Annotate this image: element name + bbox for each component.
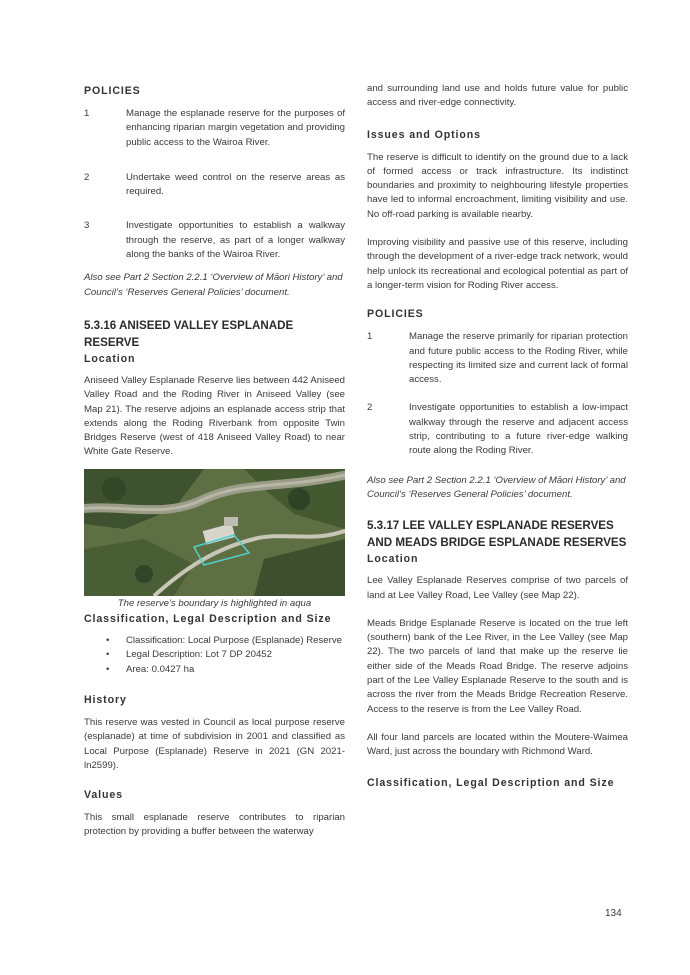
policy-number: 2 — [367, 402, 373, 414]
location-text: Aniseed Valley Esplanade Reserve lies between 442 Aniseed Valley Road and the Roding River in Aniseed Valley (see Map 21). The reserve adjoins an esplanade access strip that extends along the Roding Riverbank from opposite Twin Bridges Reserve (west of 418 Aniseed Valley Road) to near White Gate Reserve. — [84, 374, 345, 458]
section-title: 5.3.16 ANISEED VALLEY ESPLANADE RESERVE — [84, 318, 294, 349]
policy-text: Manage the reserve primarily for riparian protection and future public access to the Roding River, while respecting its limited size and current lack of formal access. — [409, 331, 628, 386]
values-continued: and surrounding land use and holds future value for public access and river-edge connectivity. — [367, 83, 628, 109]
policy-number: 2 — [84, 171, 90, 183]
policy-number: 1 — [367, 331, 373, 343]
page-number: 134 — [605, 908, 622, 919]
values-heading: Values — [84, 789, 123, 802]
also-see-note: Also see Part 2 Section 2.2.1 ‘Overview of Māori History’ and Council’s ‘Reserves General Policies’ document. — [84, 272, 343, 298]
policy-number: 1 — [84, 108, 90, 119]
list-item-text: Legal Description: Lot 7 DP 20452 — [126, 649, 272, 661]
classification-heading: Classification, Legal Description and Size — [84, 613, 332, 626]
policies-heading: POLICIES — [84, 85, 141, 97]
policy-item — [84, 219, 345, 262]
issues-paragraph: The reserve is difficult to identify on the ground due to a lack of formed access or track infrastructure. Its indistinct boundaries and proximity to neighbouring lifestyle properties have led to informal encroachment, limiting visibility and use. No off-road parking is available nearby. — [367, 151, 628, 220]
policy-text: Investigate opportunities to establish a low-impact walkway through the reserve and adjacent access strip, contributing to a future river-edge walking route along the Roding River. — [409, 402, 628, 457]
history-text: This reserve was vested in Council as local purpose reserve (esplanade) at time of subdivision in 2001 and classified as Local Purpose (Esplanade) Reserve in 2021 (GN 2021-ln2599). — [84, 716, 345, 771]
aerial-photo — [84, 469, 345, 596]
list-item — [126, 648, 345, 662]
list-item — [126, 634, 345, 648]
policy-item — [367, 330, 628, 387]
policy-item — [84, 171, 345, 200]
also-see-note: Also see Part 2 Section 2.2.1 ‘Overview of Māori History’ and Council’s ‘Reserves General Policies’ document. — [367, 474, 626, 500]
issues-heading: Issues and Options — [367, 128, 481, 141]
classification-heading: Classification, Legal Description and Size — [367, 776, 615, 789]
policy-text: Undertake weed control on the reserve areas as required. — [126, 171, 345, 198]
values-text: This small esplanade reserve contributes to riparian protection by providing a buffer between the waterway — [84, 812, 345, 838]
issues-paragraph: Improving visibility and passive use of this reserve, including through the development of a river-edge track network, would help unlock its recreational and ecological potential as part of a longer-term vision for Roding River access. — [367, 237, 628, 291]
location-heading: Location — [84, 352, 136, 365]
history-heading: History — [84, 693, 127, 706]
right-column — [367, 78, 628, 790]
policy-text: Manage the esplanade reserve for the purposes of enhancing riparian margin vegetation and providing public access to the Wairoa River. — [126, 108, 345, 148]
location-paragraph: All four land parcels are located within the Moutere-Waimea Ward, just across the boundary with Richmond Ward. — [367, 731, 628, 758]
list-item-text: Area: 0.0427 ha — [126, 663, 195, 675]
classification-list — [84, 634, 345, 677]
policy-item — [84, 107, 345, 150]
aerial-photo-image — [84, 469, 345, 596]
photo-caption: The reserve’s boundary is highlighted in aqua — [117, 597, 312, 609]
policy-item — [367, 401, 628, 458]
list-item-text: Classification: Local Purpose (Esplanade) Reserve — [126, 635, 342, 647]
location-paragraph: Lee Valley Esplanade Reserves comprise of two parcels of land at Lee Valley Road, Lee Valley (see Map 22). — [367, 575, 628, 601]
policy-number: 3 — [84, 220, 90, 232]
section-title: 5.3.17 LEE VALLEY ESPLANADE RESERVES AND MEADS BRIDGE ESPLANADE RESERVES — [367, 519, 627, 550]
location-heading: Location — [367, 553, 419, 566]
left-column — [84, 78, 345, 840]
policy-text: Investigate opportunities to establish a walkway through the reserve, as part of a longer walkway along the banks of the Wairoa River. — [126, 220, 345, 261]
policies-heading: POLICIES — [367, 308, 424, 321]
location-paragraph: Meads Bridge Esplanade Reserve is located on the true left (southern) bank of the Lee River, in the Lee Valley (see Map 22). The two parcels of land that make up the reserve lie either side of the Meads Road Bridge. The reserve adjoins part of the Lee Valley Esplanade Reserve to the south and is across the river from the Meads Bridge Recreation Reserve. Access to the reserve is from the Lee Valley Road. — [367, 617, 628, 715]
list-item — [126, 663, 345, 677]
